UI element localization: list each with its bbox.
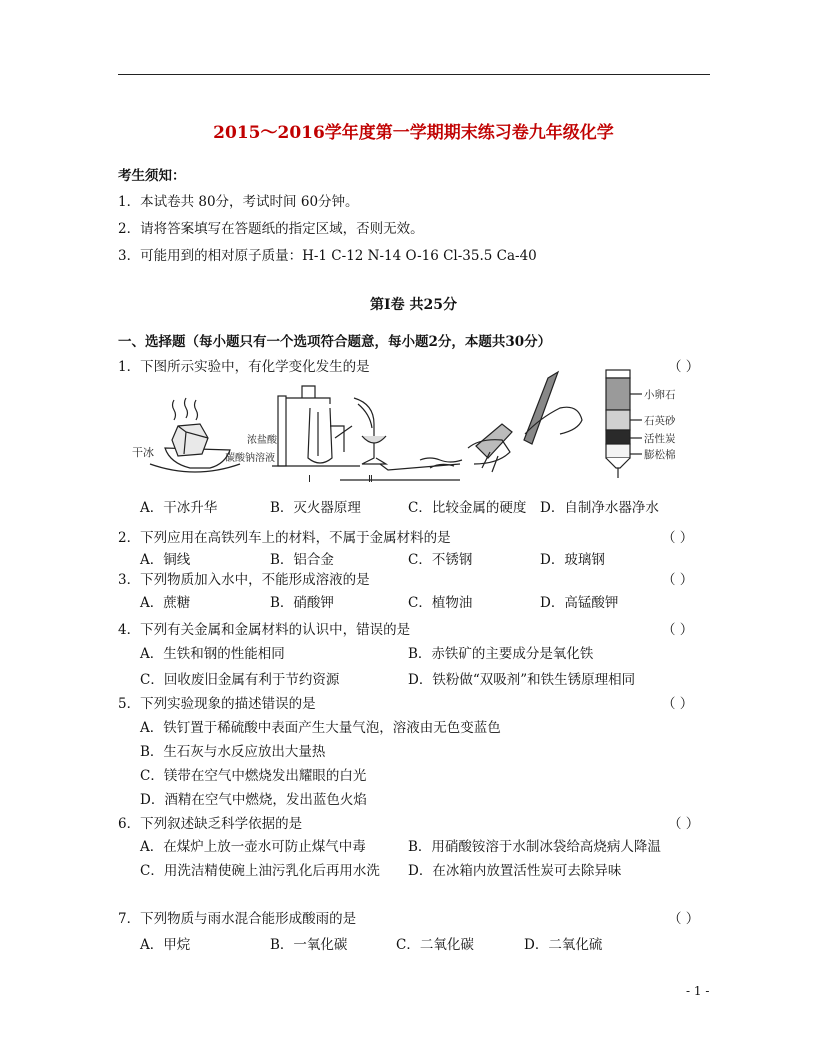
question-3-option-a: A．蔗糖 bbox=[140, 595, 191, 611]
question-2-option-c: C．不锈钢 bbox=[408, 552, 473, 568]
question-2-option-d: D．玻璃钢 bbox=[540, 552, 605, 568]
part-heading: 一、选择题（每小题只有一个选项符合题意，每小题2分，本题共30分） bbox=[118, 334, 552, 350]
label-roman-2: Ⅱ bbox=[368, 474, 373, 485]
question-1-option-b: B．灭火器原理 bbox=[270, 500, 361, 516]
question-6-option-b: B．用硝酸铵溶于水制冰袋给高烧病人降温 bbox=[408, 839, 661, 855]
question-5-option-a: A．铁钉置于稀硫酸中表面产生大量气泡，溶液由无色变蓝色 bbox=[140, 720, 501, 736]
question-2-option-a: A．铜线 bbox=[140, 552, 191, 568]
question-1-option-a: A．干冰升华 bbox=[140, 500, 218, 516]
page-number: - 1 - bbox=[686, 984, 710, 998]
label-na2co3: 碳酸钠溶液 bbox=[225, 453, 275, 464]
label-dry-ice: 干冰 bbox=[132, 446, 154, 459]
question-7-option-a: A．甲烷 bbox=[140, 937, 191, 953]
answer-blank-4: （ ） bbox=[662, 622, 694, 638]
question-4-option-d: D．铁粉做“双吸剂”和铁生锈原理相同 bbox=[408, 672, 636, 688]
question-3-option-c: C．植物油 bbox=[408, 595, 473, 611]
question-4-option-c: C．回收废旧金属有利于节约资源 bbox=[140, 672, 340, 688]
question-6-stem: 6．下列叙述缺乏科学依据的是 bbox=[118, 816, 303, 832]
header-rule bbox=[118, 74, 710, 75]
answer-blank-3: （ ） bbox=[662, 572, 694, 588]
answer-blank-1: （ ） bbox=[668, 359, 700, 375]
question-2-stem: 2．下列应用在高铁列车上的材料，不属于金属材料的是 bbox=[118, 530, 451, 546]
answer-blank-2: （ ） bbox=[662, 530, 694, 546]
question-4-option-b: B．赤铁矿的主要成分是氧化铁 bbox=[408, 646, 594, 662]
question-7-option-c: C．二氧化碳 bbox=[396, 937, 474, 953]
question-7-option-d: D．二氧化硫 bbox=[524, 937, 603, 953]
label-roman-1: Ⅰ bbox=[308, 474, 311, 485]
question-3-stem: 3．下列物质加入水中，不能形成溶液的是 bbox=[118, 572, 370, 588]
answer-blank-5: （ ） bbox=[662, 696, 694, 712]
question-6-option-d: D．在冰箱内放置活性炭可去除异味 bbox=[408, 863, 622, 879]
label-cotton: 膨松棉 bbox=[644, 449, 676, 461]
label-quartz: 石英砂 bbox=[644, 415, 676, 427]
label-carbon: 活性炭 bbox=[644, 433, 676, 445]
document-title: 2015～2016学年度第一学期期末练习卷九年级化学 bbox=[213, 123, 614, 143]
question-5-option-d: D．酒精在空气中燃烧，发出蓝色火焰 bbox=[140, 792, 367, 808]
question-3-option-b: B．硝酸钾 bbox=[270, 595, 334, 611]
water-purifier-illustration bbox=[606, 370, 642, 478]
question-2-option-b: B．铝合金 bbox=[270, 552, 334, 568]
section-title: 第Ⅰ卷 共25分 bbox=[370, 297, 457, 313]
question-7-option-b: B．一氧化碳 bbox=[270, 937, 348, 953]
question-5-stem: 5．下列实验现象的描述错误的是 bbox=[118, 696, 316, 712]
metal-hardness-illustration bbox=[468, 372, 582, 472]
question-6-option-c: C．用洗洁精使碗上油污乳化后再用水洗 bbox=[140, 863, 380, 879]
question-5-option-c: C．镁带在空气中燃烧发出耀眼的白光 bbox=[140, 768, 367, 784]
notice-heading: 考生须知： bbox=[118, 168, 186, 184]
experiment-figure bbox=[130, 368, 710, 486]
notice-3: 3．可能用到的相对原子质量：H-1 C-12 N-14 O-16 Cl-35.5 Ca-40 bbox=[118, 248, 537, 264]
question-3-option-d: D．高锰酸钾 bbox=[540, 595, 619, 611]
question-4-option-a: A．生铁和钢的性能相同 bbox=[140, 646, 285, 662]
question-7-stem: 7．下列物质与雨水混合能形成酸雨的是 bbox=[118, 911, 357, 927]
question-5-option-b: B．生石灰与水反应放出大量热 bbox=[140, 744, 326, 760]
notice-2: 2．请将答案填写在答题纸的指定区域，否则无效。 bbox=[118, 221, 424, 237]
question-4-stem: 4．下列有关金属和金属材料的认识中，错误的是 bbox=[118, 622, 411, 638]
extinguisher-illustration bbox=[272, 386, 462, 480]
answer-blank-7: （ ） bbox=[668, 911, 700, 927]
label-hcl: 浓盐酸 bbox=[247, 435, 277, 446]
answer-blank-6: （ ） bbox=[668, 816, 700, 832]
question-1-stem: 1．下图所示实验中，有化学变化发生的是 bbox=[118, 359, 370, 375]
question-6-option-a: A．在煤炉上放一壶水可防止煤气中毒 bbox=[140, 839, 366, 855]
label-pebbles: 小卵石 bbox=[644, 389, 676, 401]
question-1-option-d: D．自制净水器净水 bbox=[540, 500, 659, 516]
notice-1: 1．本试卷共 80分，考试时间 60分钟。 bbox=[118, 194, 359, 210]
question-1-option-c: C．比较金属的硬度 bbox=[408, 500, 527, 516]
